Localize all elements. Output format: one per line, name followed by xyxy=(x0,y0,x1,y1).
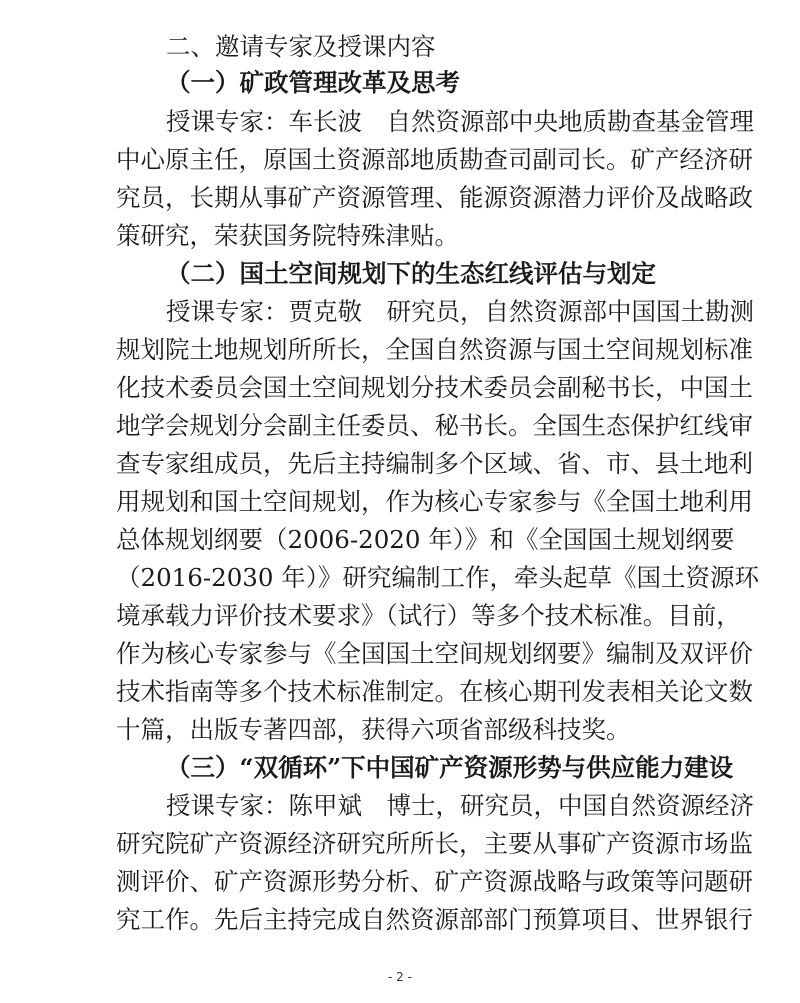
paragraph-line: 境承载力评价技术要求》（试行）等多个技术标准。目前， xyxy=(116,601,741,630)
topic-3-title: （三）“双循环”下中国矿产资源形势与供应能力建设 xyxy=(166,753,734,782)
section-heading: 二、邀请专家及授课内容 xyxy=(166,32,436,61)
paragraph-line: 究工作。先后主持完成自然资源部部门预算项目、世界银行 xyxy=(116,905,753,934)
paragraph-line: 研究院矿产资源经济研究所所长，主要从事矿产资源市场监 xyxy=(116,829,753,858)
page-number: - 2 - xyxy=(388,970,412,984)
paragraph-line: 授课专家：车长波 自然资源部中央地质勘查基金管理 xyxy=(166,107,754,136)
paragraph-line: 作为核心专家参与《全国国土空间规划纲要》编制及双评价 xyxy=(116,639,753,668)
topic-1-title: （一）矿政管理改革及思考 xyxy=(166,68,460,97)
paragraph-line: 中心原主任，原国土资源部地质勘查司副司长。矿产经济研 xyxy=(116,145,753,174)
paragraph-line: 地学会规划分会副主任委员、秘书长。全国生态保护红线审 xyxy=(116,411,753,440)
paragraph-line: 测评价、矿产资源形势分析、矿产资源战略与政策等问题研 xyxy=(116,867,753,896)
paragraph-line: 化技术委员会国土空间规划分技术委员会副秘书长，中国土 xyxy=(116,373,753,402)
paragraph-line: 究员，长期从事矿产资源管理、能源资源潜力评价及战略政 xyxy=(116,183,753,212)
paragraph-line: 总体规划纲要（2006-2020 年）》和《全国国土规划纲要 xyxy=(116,525,735,554)
paragraph-line: 授课专家：贾克敬 研究员，自然资源部中国国土勘测 xyxy=(166,297,754,326)
topic-2-title: （二）国土空间规划下的生态红线评估与划定 xyxy=(166,259,656,288)
paragraph-line: 用规划和国土空间规划，作为核心专家参与《全国土地利用 xyxy=(116,487,753,516)
paragraph-line: 授课专家：陈甲斌 博士，研究员，中国自然资源经济 xyxy=(166,791,754,820)
paragraph-line: 查专家组成员，先后主持编制多个区域、省、市、县土地利 xyxy=(116,449,753,478)
paragraph-line: 策研究，荣获国务院特殊津贴。 xyxy=(116,221,459,250)
paragraph-line: 技术指南等多个技术标准制定。在核心期刊发表相关论文数 xyxy=(116,677,753,706)
paragraph-line: 规划院土地规划所所长，全国自然资源与国土空间规划标准 xyxy=(116,335,753,364)
paragraph-line: （2016-2030 年）》研究编制工作，牵头起草《国土资源环 xyxy=(116,563,760,592)
paragraph-line: 十篇，出版专著四部，获得六项省部级科技奖。 xyxy=(116,715,631,744)
